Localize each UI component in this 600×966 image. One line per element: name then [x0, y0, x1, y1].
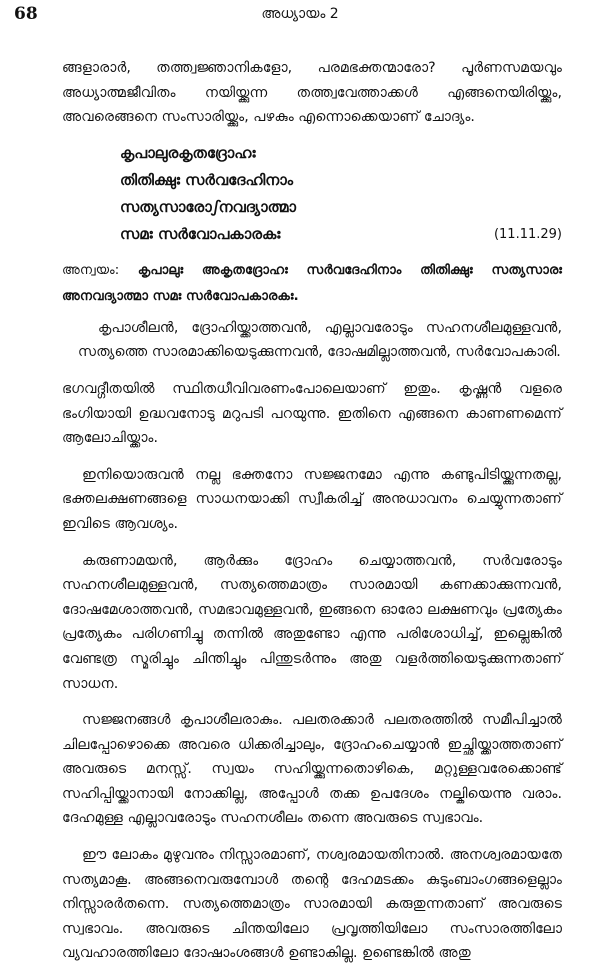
chapter-title: അധ്യായം 2: [261, 6, 339, 22]
verse-line-1: കൃപാലുരകൃതദ്രോഹഃ: [120, 143, 256, 162]
page-number: 68: [14, 4, 38, 24]
verse-line-4: [120, 221, 562, 248]
verse-line-4-text: സമഃ സർവോപകാരകഃ: [120, 224, 281, 243]
anvaya-text: കൃപാലുഃ അകൃതദ്രോഹഃ സർവദേഹിനാം തിതിക്ഷുഃ സത്യസാരഃ അനവദ്യാത്മാ സമഃ സർവോപകാരകഃ.: [62, 262, 563, 304]
paragraph-4: കരുണാമയൻ, ആർക്കും ദ്രോഹം ചെയ്യാത്തവൻ, സർവരോടും സഹനശീലമുള്ളവൻ, സത്യത്തെമാത്രം സാരമായി കണക്കാക്കുന്നവൻ, ദോഷമേശാത്തവൻ, സമഭാവമുള്ളവൻ, ഇങ്ങനെ ഓരോ ലക്ഷണവും പ്രത്യേകം പ്രത്യേകം പരിഗണിച്ചു തന്നിൽ അതുണ്ടോ എന്നു പരിശോധിച്ച്, ഇല്ലെങ്കിൽ വേണ്ടത്ര സ്മരിച്ചും ചിന്തിച്ചും പിന്തുടർന്നും അതു വളർത്തിയെടുക്കുന്നതാണ് സാധന.: [62, 552, 562, 692]
paragraph-2: ഭഗവദ്ഗീതയിൽ സ്ഥിതധീവിവരണംപോലെയാണ് ഇതും. കൃഷ്ണൻ വളരെ ഭംഗിയായി ഉദ്ധവനോടു മറുപടി പറയുന്നു. ഇതിനെ എങ്ങനെ കാണണമെന്ന് ആലോചിയ്ക്കാം.: [62, 380, 562, 447]
paragraph-6: ഈ ലോകം മുഴുവനും നിസ്സാരമാണ്, നശ്വരമായതിനാൽ. അനശ്വരമായതേ സത്യമാകൂ. അങ്ങനെവരുമ്പോൾ തന്റെ ദേഹമടക്കം കുടുംബാംഗങ്ങളെല്ലാം നിസ്സാരർതന്നെ. സത്യത്തെമാത്രം സാരമായി കരുതുന്നതാണ് അവരുടെ സ്വഭാവം. അവരുടെ ചിന്തയിലോ പ്രവൃത്തിയിലോ സംസാരത്തിലോ വ്യവഹാരത്തിലോ ദോഷാംശങ്ങൾ ഉണ്ടാകില്ല. ഉണ്ടെങ്കിൽ അതു: [62, 847, 562, 962]
verse-reference: (11.11.29): [493, 226, 562, 242]
paragraph-3: ഇനിയൊരുവൻ നല്ല ഭക്തനോ സജ്ജനമോ എന്നു കണ്ടുപിടിയ്ക്കുന്നതല്ല, ഭക്തലക്ഷണങ്ങളെ സാധനയാക്കി സ്വീകരിച്ച് അനുധാവനം ചെയ്യുന്നതാണ് ഇവിടെ ആവശ്യം.: [62, 466, 562, 532]
paragraph-5: സജ്ജനങ്ങൾ കൃപാശീലരാകും. പലതരക്കാർ പലതരത്തിൽ സമീപിച്ചാൽ ചിലപ്പോഴൊക്കെ അവരെ ധിക്കരിച്ചാലും, ദ്രോഹംചെയ്യാൻ ഇച്ഛിയ്ക്കാത്തതാണ് അവരുടെ മനസ്സ്. സ്വയം സഹിയ്ക്കുന്നതൊഴികെ, മറ്റുള്ളവരേക്കൊണ്ട് സഹിപ്പിയ്ക്കാനായി നോക്കില്ല, അപ്പോൾ തക്ക ഉപദേശം നല്കിയെന്നു വരാം. ദേഹമുള്ള എല്ലാവരോടും സഹനശീലം തന്നെ അവരുടെ സ്വഭാവം.: [62, 712, 562, 827]
anvaya: [62, 258, 562, 310]
page-body: [62, 56, 562, 966]
verse-line-2: തിതിക്ഷുഃ സർവദേഹിനാം: [120, 170, 294, 189]
paragraph-1: ങ്ങളാരാർ, തത്ത്വജ്ഞാനികളോ, പരമഭക്തന്മാരോ? പൂർണസമയവും അധ്യാത്മജീവിതം നയിയ്ക്കുന്ന തത്ത്വവേത്താക്കൾ എങ്ങനെയിരിയ്ക്കും, അവരെങ്ങനെ സംസാരിയ്ക്കും, പഴകും എന്നൊക്കെയാണ് ചോദ്യം.: [62, 60, 562, 126]
anvaya-label: അന്വയം:: [62, 262, 120, 278]
verse-line-3: സത്യസാരോഽനവദ്യാത്മാ: [120, 197, 297, 216]
sanskrit-verse: [120, 140, 562, 248]
verse-meaning: കൃപാശീലൻ, ദ്രോഹിയ്ക്കാത്തവൻ, എല്ലാവരോടും സഹനശീലമുള്ളവൻ, സത്യത്തെ സാരമാക്കിയെടുക്കുന്നവൻ, ദോഷമില്ലാത്തവൻ, സർവോപകാരി.: [78, 319, 562, 361]
